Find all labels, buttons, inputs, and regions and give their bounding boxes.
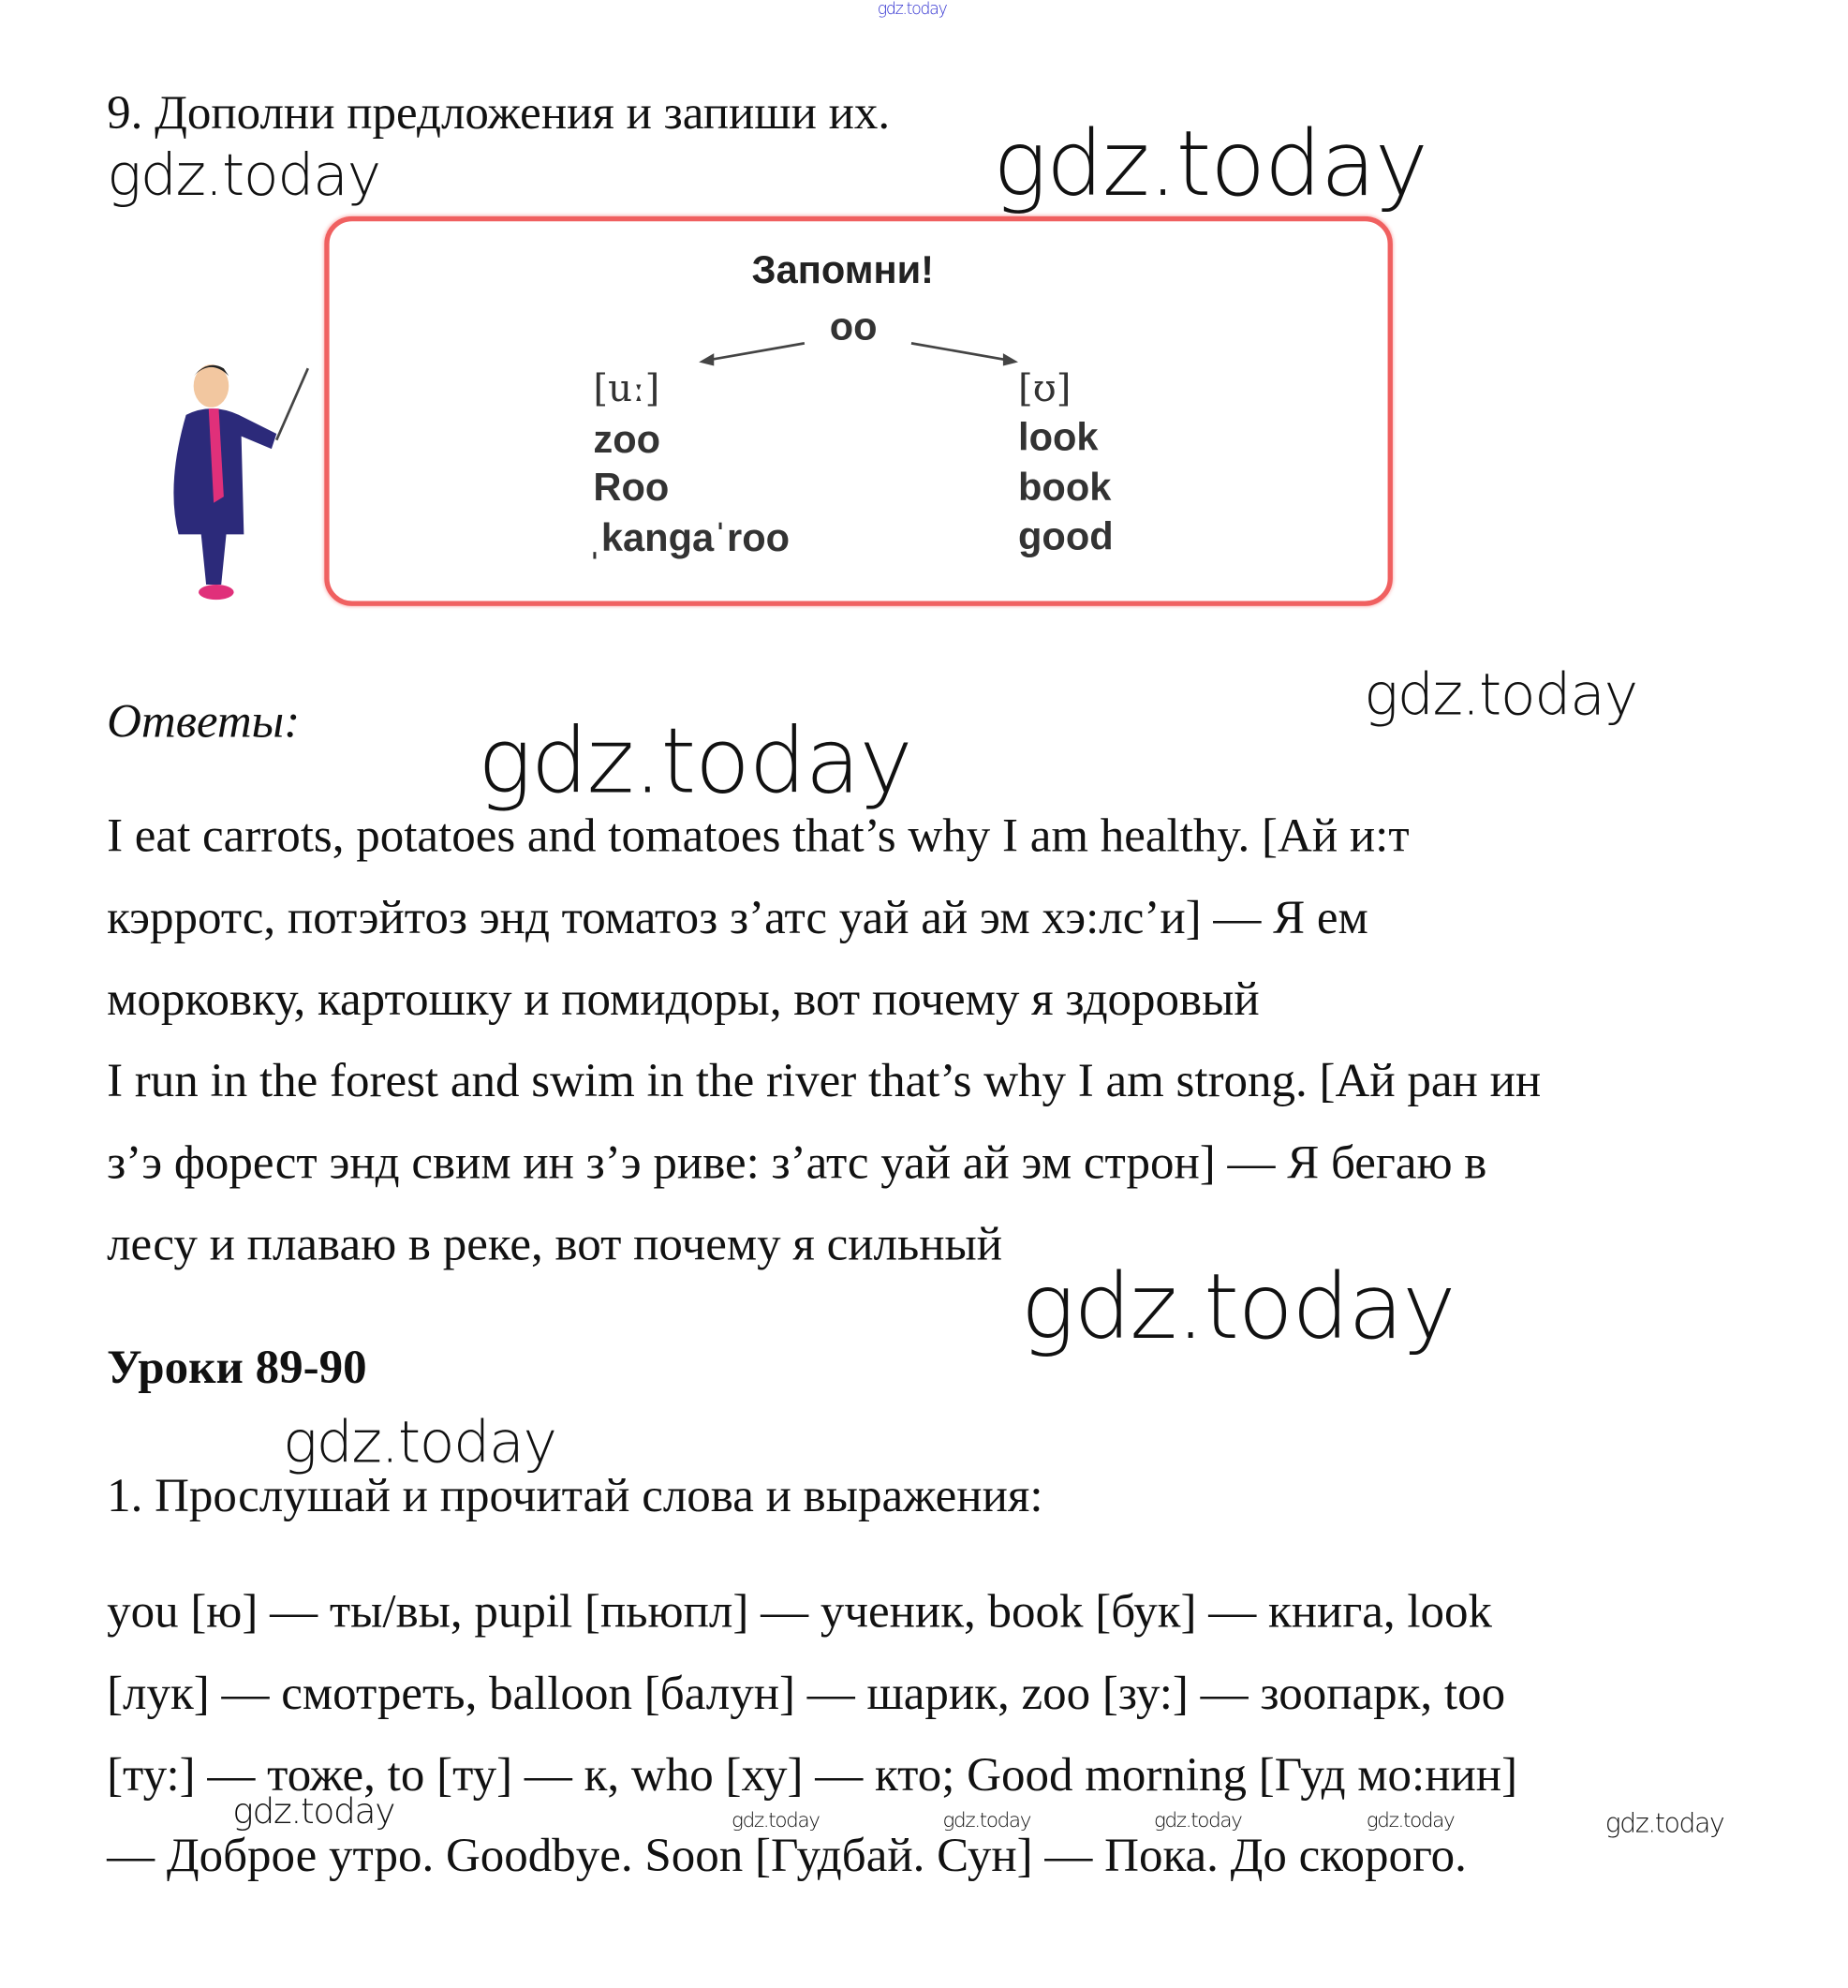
watermark: gdz.today — [1364, 660, 1637, 729]
watermark: gdz.today — [477, 707, 912, 814]
arrow-left-icon — [699, 353, 714, 365]
vocab-line: [ту:] — тоже, to [ту] — к, who [ху] — кто; Good morning [Гуд мо:нин] — [107, 1748, 1518, 1803]
rule-heading: Запомни! — [751, 247, 935, 292]
watermark: gdz.today — [1366, 1807, 1455, 1832]
rule-word: ˌkangaˈroo — [588, 515, 791, 560]
watermark: gdz.today — [732, 1807, 820, 1832]
watermark: gdz.today — [1604, 1807, 1724, 1839]
watermark: gdz.today — [1153, 1807, 1242, 1832]
arrows — [691, 334, 1030, 371]
watermark-top: gdz.today — [877, 0, 947, 20]
watermark: gdz.today — [232, 1790, 395, 1832]
answer-line: лесу и плаваю в реке, вот почему я сильный — [107, 1218, 1003, 1271]
answers-label: Ответы: — [107, 695, 301, 749]
exercise-9-title: 9. Дополни предложения и запиши их. — [107, 86, 891, 140]
exercise-1-title: 1. Прослушай и прочитай слова и выражения: — [107, 1469, 1043, 1523]
watermark: gdz.today — [107, 141, 380, 209]
answer-line: кэрротс, потэйтоз энд томатоз з’атс уай ай эм хэ:лс’и] — Я ем — [107, 891, 1368, 944]
rule-word: book — [1018, 465, 1112, 510]
watermark: gdz.today — [942, 1807, 1031, 1832]
teacher-illustration — [151, 358, 314, 609]
answer-line: морковку, картошку и помидоры, вот почему я здоровый — [107, 972, 1260, 1027]
rule-word: look — [1018, 414, 1099, 459]
answer-line: I run in the forest and swim in the river that’s why I am strong. [Ай ран ин — [107, 1054, 1542, 1108]
watermark: gdz.today — [1020, 1253, 1456, 1359]
sound-short-u: [ʊ] — [1018, 366, 1072, 411]
rule-word: good — [1018, 513, 1114, 558]
vocab-line: you [ю] — ты/вы, pupil [пьюпл] — ученик, book [бук] — книга, look — [107, 1585, 1493, 1639]
watermark: gdz.today — [993, 111, 1427, 216]
lesson-title: Уроки 89-90 — [107, 1341, 367, 1395]
watermark: gdz.today — [282, 1408, 556, 1476]
sound-long-u: [uː] — [593, 366, 660, 411]
rule-word: Roo — [593, 465, 670, 510]
rule-letters: oo — [829, 304, 878, 349]
rule-word: zoo — [593, 417, 661, 462]
vocab-line: — Доброе утро. Goodbye. Soon [Гудбай. Сун] — Пока. До скорого. — [107, 1829, 1467, 1882]
vocab-line: [лук] — смотреть, balloon [балун] — шарик, zoo [зу:] — зоопарк, too — [107, 1667, 1506, 1720]
answer-line: I eat carrots, potatoes and tomatoes that’s why I am healthy. [Ай и:т — [107, 809, 1410, 863]
arrow-right-icon — [1003, 353, 1018, 365]
answer-line: з’э форест энд свим ин з’э риве: з’атс уай ай эм строн] — Я бегаю в — [107, 1136, 1487, 1190]
